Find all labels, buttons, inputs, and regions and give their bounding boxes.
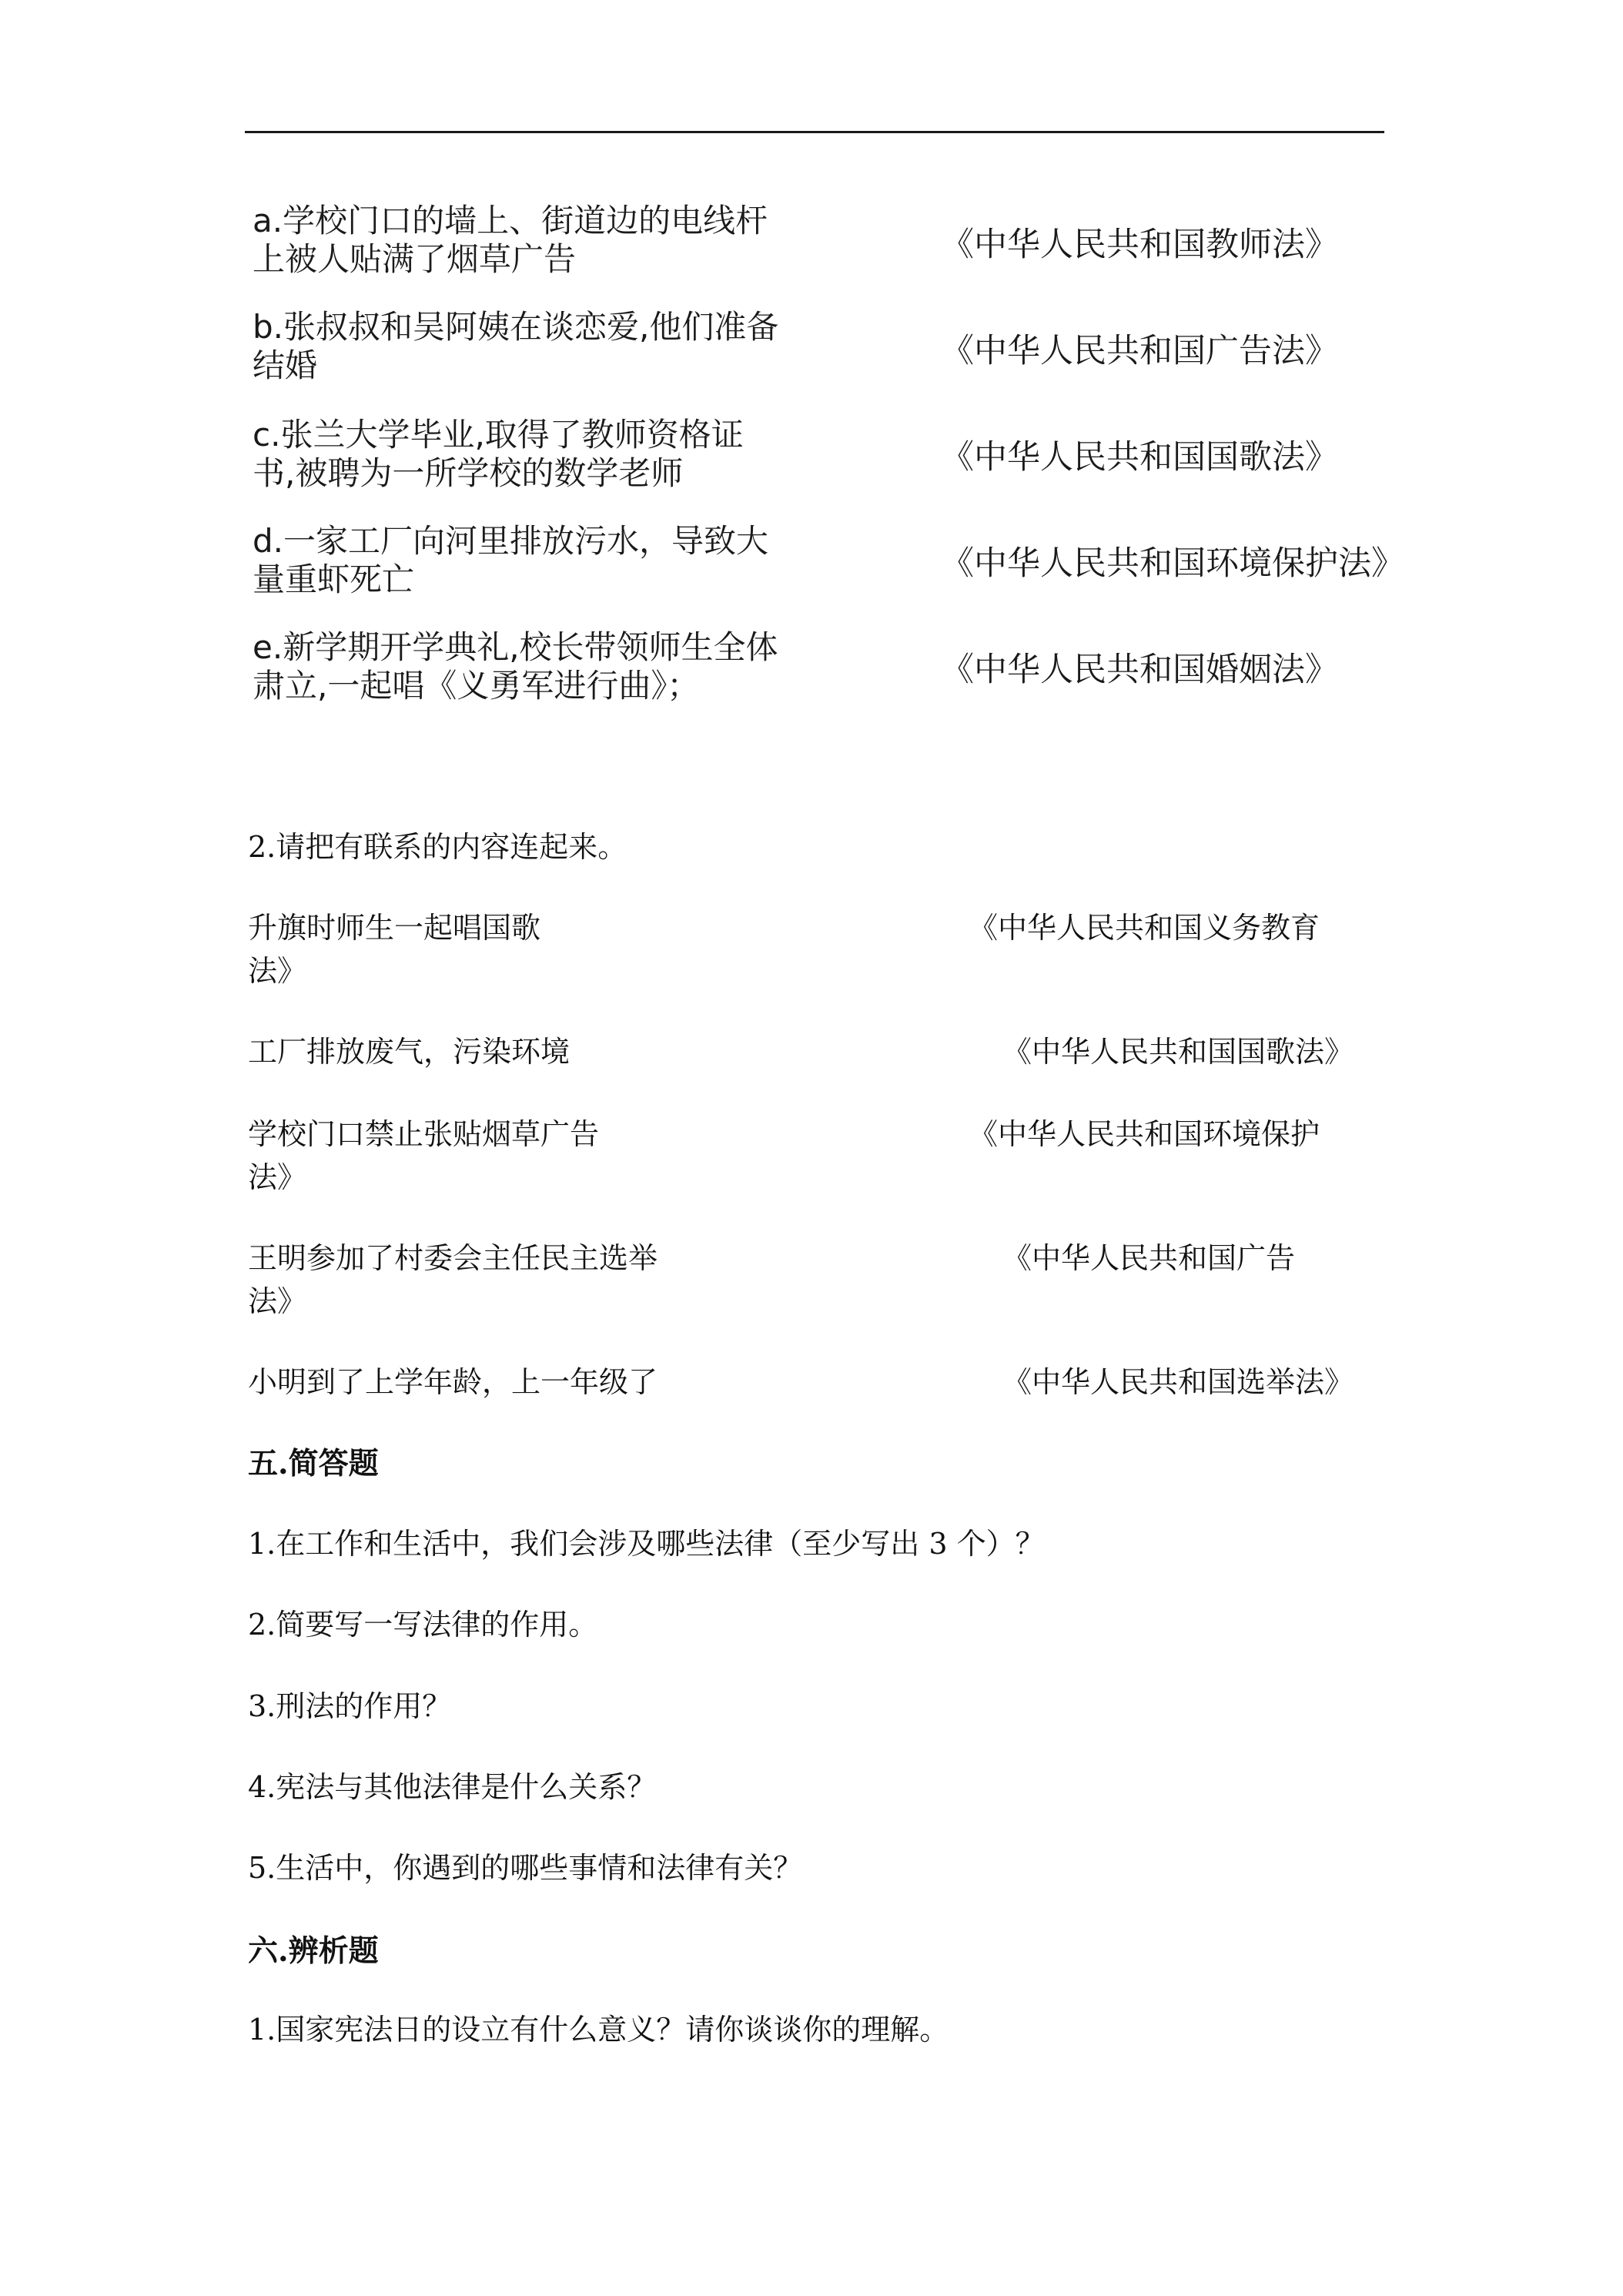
event-a-line2: 上被人贴满了烟草广告 (253, 240, 577, 278)
law-option-2: 《中华人民共和国广告法》 (941, 332, 1338, 370)
law-option-1: 《中华人民共和国教师法》 (941, 226, 1338, 264)
event-d-line1: d.一家工厂向河里排放污水，导致大 (253, 522, 769, 560)
event-d (253, 522, 768, 599)
event-e (253, 628, 778, 705)
section-5-question-3: 3.刑法的作用？ (248, 1689, 452, 1723)
event-b (253, 308, 778, 385)
event-c-line1: c.张兰大学毕业,取得了教师资格证 (253, 416, 744, 454)
section-6-question-1: 1.国家宪法日的设立有什么意义？请你谈谈你的理解。 (248, 2013, 949, 2047)
section-5-question-5: 5.生活中，你遇到的哪些事情和法律有关？ (248, 1851, 803, 1885)
match-left-4: 王明参加了村委会主任民主选举 (248, 1241, 658, 1275)
match-right-1: 《中华人民共和国义务教育 (969, 911, 1320, 945)
law-option-3: 《中华人民共和国国歌法》 (941, 438, 1338, 477)
match-right-3-cont: 法》 (248, 1160, 307, 1194)
match-right-5: 《中华人民共和国选举法》 (1002, 1365, 1354, 1399)
event-e-line1: e.新学期开学典礼,校长带领师生全体 (253, 628, 778, 666)
event-c-line2: 书,被聘为一所学校的数学老师 (253, 454, 684, 492)
match-right-4-cont: 法》 (248, 1284, 307, 1318)
event-b-line1: b.张叔叔和吴阿姨在谈恋爱,他们准备 (253, 308, 779, 346)
event-a-line1: a.学校门口的墙上、街道边的电线杆 (253, 202, 768, 239)
match-left-3: 学校门口禁止张贴烟草广告 (248, 1117, 600, 1151)
section-5-question-1: 1.在工作和生活中，我们会涉及哪些法律（至少写出 3 个）？ (248, 1527, 1045, 1561)
event-a (253, 202, 768, 279)
match-left-2: 工厂排放废气，污染环境 (248, 1035, 571, 1069)
event-b-line2: 结婚 (253, 346, 318, 384)
match-right-3: 《中华人民共和国环境保护 (969, 1117, 1320, 1151)
section-5-question-4: 4.宪法与其他法律是什么关系？ (248, 1770, 657, 1804)
event-d-line2: 量重虾死亡 (253, 561, 415, 598)
law-option-4: 《中华人民共和国环境保护法》 (941, 544, 1404, 583)
section-5-title: 五.简答题 (248, 1446, 379, 1481)
header-rule (245, 131, 1384, 133)
match-right-1-cont: 法》 (248, 954, 307, 988)
law-option-5: 《中华人民共和国婚姻法》 (941, 651, 1338, 689)
match-left-1: 升旗时师生一起唱国歌 (248, 911, 541, 945)
match-left-5: 小明到了上学年龄，上一年级了 (248, 1365, 658, 1399)
question-2-prompt: 2.请把有联系的内容连起来。 (248, 830, 627, 864)
match-right-2: 《中华人民共和国国歌法》 (1002, 1035, 1354, 1069)
match-right-4: 《中华人民共和国广告 (1002, 1241, 1296, 1275)
event-e-line2: 肃立,一起唱《义勇军进行曲》； (253, 667, 700, 705)
event-c (253, 416, 744, 493)
section-6-title: 六.辨析题 (248, 1933, 379, 1969)
section-5-question-2: 2.简要写一写法律的作用。 (248, 1608, 598, 1642)
